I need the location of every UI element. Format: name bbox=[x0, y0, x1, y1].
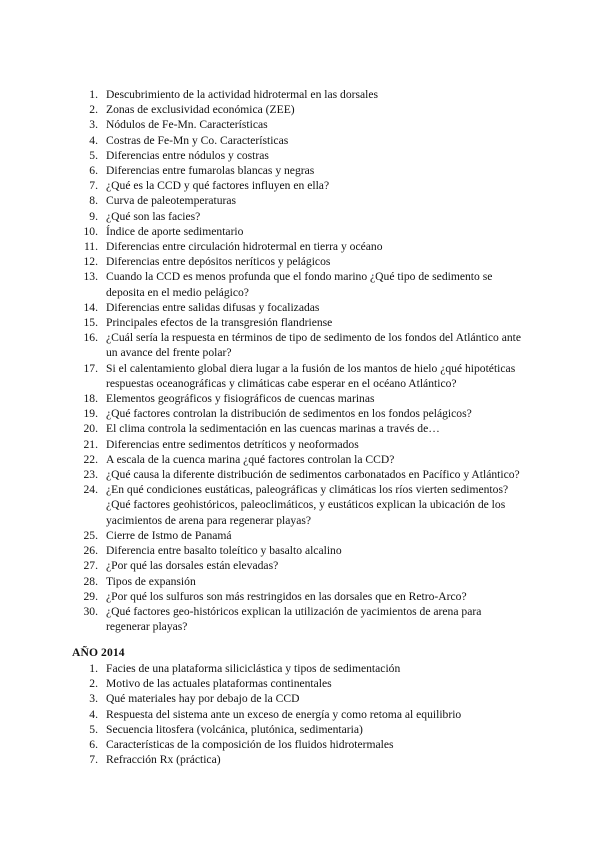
list-item: 12. Diferencias entre depósitos neríticos y pelágicos bbox=[83, 255, 331, 269]
list-item: 13. Cuando la CCD es menos profunda que el fondo marino ¿Qué tipo de sedimento se deposita en el medio pelágico? bbox=[83, 270, 493, 299]
list-item: 21. Diferencias entre sedimentos detríticos y neoformados bbox=[83, 437, 359, 451]
list-item: 5. Secuencia litosfera (volcánica, plutónica, sedimentaria) bbox=[89, 722, 363, 736]
list-item: 29. ¿Por qué los sulfuros son más restringidos en las dorsales que en Retro-Arco? bbox=[83, 589, 467, 603]
list-item: 3. Qué materiales hay por debajo de la CCD bbox=[89, 692, 300, 706]
list-item: 5. Diferencias entre nódulos y costras bbox=[89, 148, 269, 162]
list-item: 10. Índice de aporte sedimentario bbox=[83, 224, 244, 238]
list-item: 19. ¿Qué factores controlan la distribución de sedimentos en los fondos pelágicos? bbox=[83, 407, 472, 421]
list-item: 9. ¿Qué son las facies? bbox=[89, 209, 201, 223]
list-item: 27. ¿Por qué las dorsales están elevadas? bbox=[83, 559, 279, 573]
list-item: 16. ¿Cuál sería la respuesta en términos de tipo de sedimento de los fondos del Atlántico ante un avance del frente polar? bbox=[83, 331, 522, 360]
question-list-2014 bbox=[0, 661, 600, 767]
list-item: 1. Descubrimiento de la actividad hidrotermal en las dorsales bbox=[89, 88, 379, 101]
list-item: 7. Refracción Rx (práctica) bbox=[89, 753, 221, 767]
list-item: 7. ¿Qué es la CCD y qué factores influyen en ella? bbox=[89, 179, 330, 193]
list-item: 23. ¿Qué causa la diferente distribución de sedimentos carbonatados en Pacífico y Atlántico? bbox=[83, 468, 520, 482]
list-item: 11. Diferencias entre circulación hidrotermal en tierra y océano bbox=[83, 240, 383, 254]
list-item: 25. Cierre de Istmo de Panamá bbox=[83, 528, 232, 542]
list-item: 24. ¿En qué condiciones eustáticas, paleográficas y climáticas los ríos vierten sedimentos? ¿Qué factores geohistóricos, paleoclimáticos, y eustáticos explican la ubicación de los yacimientos de arena para regenerar playas? bbox=[83, 483, 509, 527]
list-item: 2. Zonas de exclusividad económica (ZEE) bbox=[89, 103, 295, 117]
list-item: 1. Facies de una plataforma siliciclástica y tipos de sedimentación bbox=[89, 662, 401, 675]
list-item: 4. Costras de Fe-Mn y Co. Características bbox=[89, 133, 289, 147]
list-item: 30. ¿Qué factores geo-históricos explican la utilización de yacimientos de arena para regenerar playas? bbox=[83, 604, 482, 634]
list-item: 14. Diferencias entre salidas difusas y focalizadas bbox=[83, 300, 320, 314]
list-item: 28. Tipos de expansión bbox=[83, 574, 196, 588]
list-item: 22. A escala de la cuenca marina ¿qué factores controlan la CCD? bbox=[83, 452, 395, 466]
list-item: 2. Motivo de las actuales plataformas continentales bbox=[89, 677, 332, 691]
list-item: 3. Nódulos de Fe-Mn. Características bbox=[89, 118, 268, 132]
list-item: 20. El clima controla la sedimentación en las cuencas marinas a través de… bbox=[83, 422, 440, 436]
question-list bbox=[0, 87, 600, 634]
list-item: 6. Diferencias entre fumarolas blancas y negras bbox=[89, 164, 315, 178]
list-item: 4. Respuesta del sistema ante un exceso de energía y como retoma al equilibrio bbox=[89, 707, 462, 721]
list-item: 26. Diferencia entre basalto toleítico y basalto alcalino bbox=[83, 544, 342, 558]
list-item: 8. Curva de paleotemperaturas bbox=[89, 194, 237, 208]
list-item: 6. Características de la composición de los fluidos hidrotermales bbox=[89, 738, 394, 752]
list-item: 17. Si el calentamiento global diera lugar a la fusión de los mantos de hielo ¿qué hipotéticas respuestas oceanográficas y climáticas cabe esperar en el océano Atlántico? bbox=[83, 361, 516, 390]
list-item: 18. Elementos geográficos y fisiográficos de cuencas marinas bbox=[83, 392, 375, 406]
list-item: 15. Principales efectos de la transgresión flandriense bbox=[83, 316, 333, 330]
section-heading-2014: AÑO 2014 bbox=[72, 646, 125, 659]
